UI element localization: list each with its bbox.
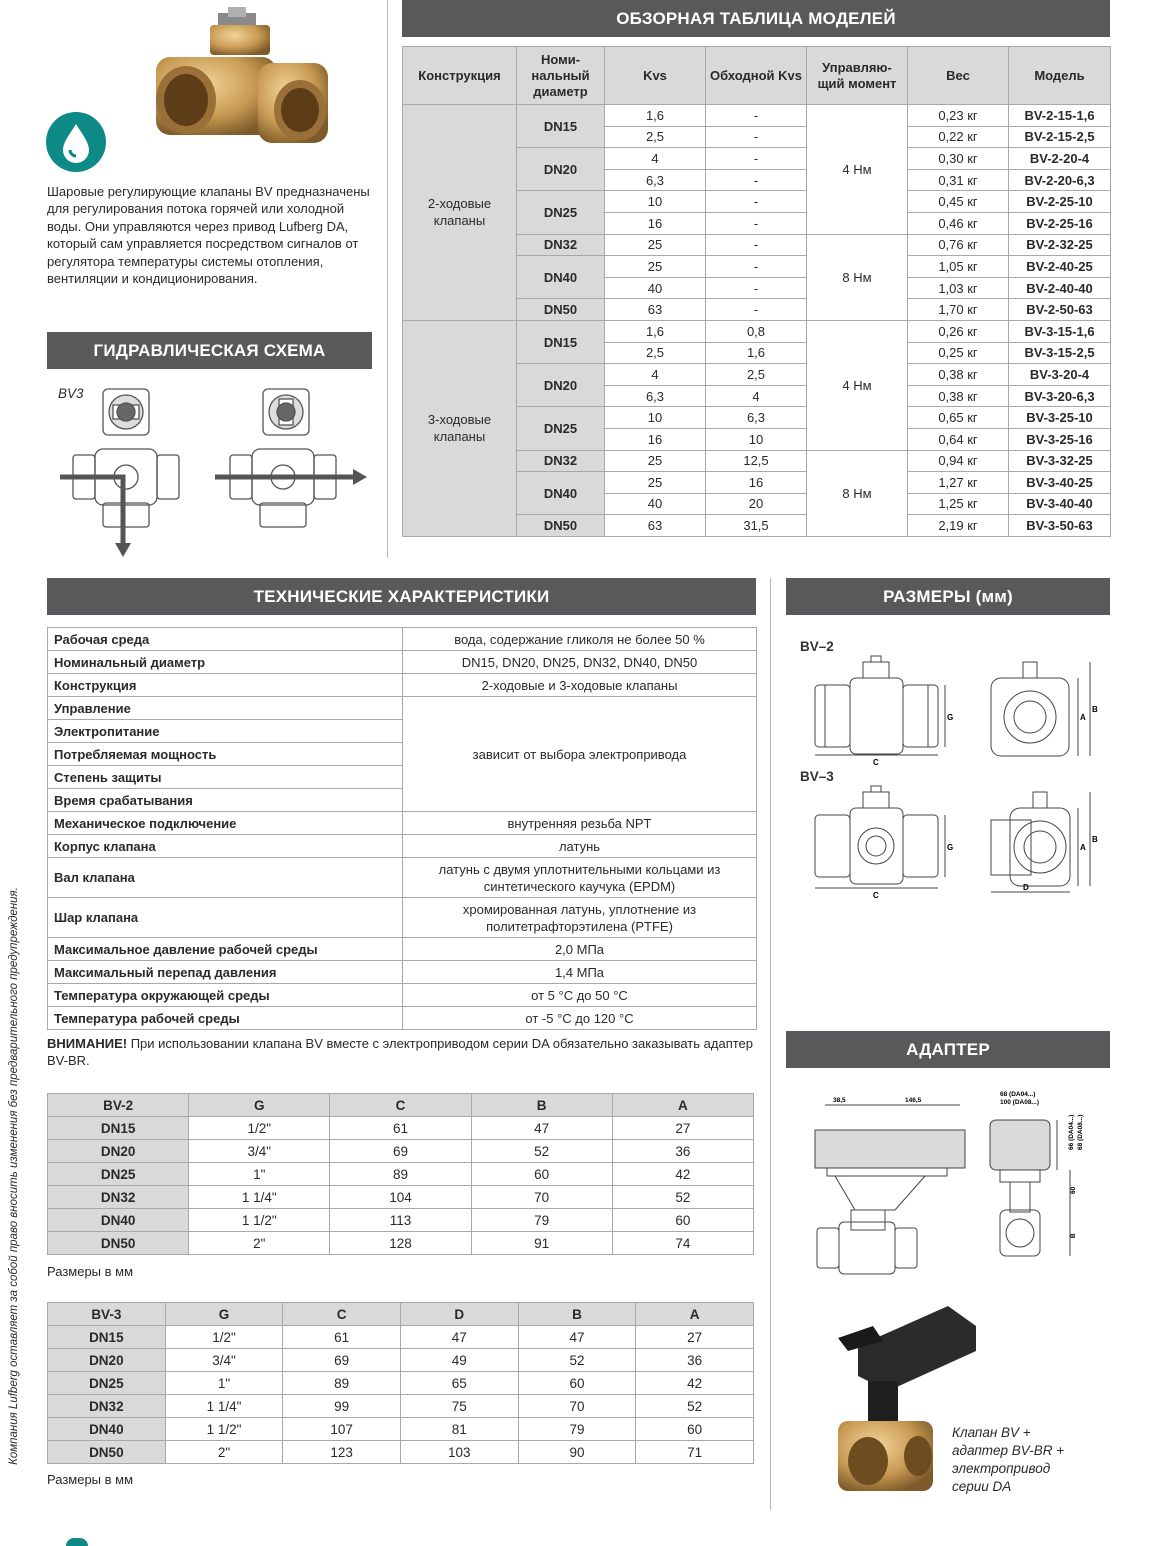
- model-cell: BV-2-15-1,6: [1009, 105, 1111, 127]
- bypass-cell: -: [706, 234, 807, 256]
- tech-row: [48, 674, 757, 697]
- bypass-cell: -: [706, 299, 807, 321]
- construction-cell: 3-ходовые клапаны: [403, 320, 517, 536]
- tech-key: Вал клапана: [48, 858, 403, 898]
- bv3-row: [48, 1441, 754, 1464]
- tech-key: Максимальный перепад давления: [48, 961, 403, 984]
- intro-text: Шаровые регулирующие клапаны BV предназначены для регулирования потока горячей или холодной воды. Они управляются через привод Lufberg DA, который сам управляется посредством сигналов от регулятора температуры системы отопления, вентиляции и кондиционирования.: [47, 184, 370, 287]
- side-disclaimer: Компания Lufberg оставляет за собой право вносить изменения без предварительного предупреждения.: [8, 887, 20, 1465]
- bv2-cell: DN15: [48, 1117, 189, 1140]
- weight-cell: 2,19 кг: [908, 515, 1009, 537]
- model-cell: BV-2-32-25: [1009, 234, 1111, 256]
- bv3-cell: 75: [400, 1395, 518, 1418]
- bv3-cell: 49: [400, 1349, 518, 1372]
- diameter-cell: DN32: [517, 234, 605, 256]
- bv2-cell: 3/4": [189, 1140, 330, 1163]
- tech-key: Электропитание: [48, 720, 403, 743]
- adapter-dim-60: 60: [1070, 1186, 1077, 1194]
- bypass-cell: -: [706, 277, 807, 299]
- kvs-cell: 1,6: [605, 320, 706, 342]
- tech-table: [47, 627, 757, 1030]
- bypass-cell: -: [706, 212, 807, 234]
- bypass-cell: 16: [706, 472, 807, 494]
- model-cell: BV-3-20-4: [1009, 364, 1111, 386]
- tech-value: 1,4 МПа: [403, 961, 757, 984]
- weight-cell: 0,64 кг: [908, 428, 1009, 450]
- bv2-cell: 60: [471, 1163, 612, 1186]
- bv3-label: BV3: [58, 386, 84, 401]
- torque-cell: 8 Нм: [807, 234, 908, 320]
- bypass-cell: 0,8: [706, 320, 807, 342]
- bv2-cell: 74: [612, 1232, 753, 1255]
- kvs-cell: 4: [605, 364, 706, 386]
- model-cell: BV-3-25-16: [1009, 428, 1111, 450]
- bv2-cell: 1": [189, 1163, 330, 1186]
- weight-cell: 0,76 кг: [908, 234, 1009, 256]
- diameter-cell: DN50: [517, 515, 605, 537]
- kvs-cell: 40: [605, 277, 706, 299]
- model-cell: BV-3-40-25: [1009, 472, 1111, 494]
- bv3-cell: DN20: [48, 1349, 166, 1372]
- kvs-cell: 16: [605, 212, 706, 234]
- tech-key: Максимальное давление рабочей среды: [48, 938, 403, 961]
- bv2-row: [48, 1117, 754, 1140]
- bypass-cell: -: [706, 126, 807, 148]
- adapter-dim-66: 66 (DA04...): [1068, 1114, 1075, 1150]
- bv2-cell: DN50: [48, 1232, 189, 1255]
- bv2-cell: 61: [330, 1117, 471, 1140]
- hydraulic-title: ГИДРАВЛИЧЕСКАЯ СХЕМА: [47, 332, 372, 369]
- bv2-cell: DN32: [48, 1186, 189, 1209]
- bv3-row: [48, 1395, 754, 1418]
- model-cell: BV-3-15-2,5: [1009, 342, 1111, 364]
- bv2-table: [47, 1093, 754, 1255]
- model-cell: BV-3-40-40: [1009, 493, 1111, 515]
- model-cell: BV-2-20-4: [1009, 148, 1111, 170]
- bv3-cell: 2": [165, 1441, 283, 1464]
- weight-cell: 0,38 кг: [908, 385, 1009, 407]
- valve-photo: [148, 5, 333, 165]
- hydraulic-diagram: [55, 385, 375, 560]
- kvs-cell: 63: [605, 299, 706, 321]
- tech-value: зависит от выбора электропривода: [403, 697, 757, 812]
- torque-cell: 8 Нм: [807, 450, 908, 536]
- bv3-row: [48, 1349, 754, 1372]
- bv3-cell: 60: [636, 1418, 754, 1441]
- adapter-dim-68b: 68 (DA08...): [1077, 1114, 1084, 1150]
- tech-row: [48, 858, 757, 898]
- tech-key: Время срабатывания: [48, 789, 403, 812]
- tech-key: Номинальный диаметр: [48, 651, 403, 674]
- bv2-header: G: [189, 1094, 330, 1117]
- bv3-cell: 79: [518, 1418, 636, 1441]
- weight-cell: 0,38 кг: [908, 364, 1009, 386]
- bv3-cell: DN32: [48, 1395, 166, 1418]
- caption-line-1: Клапан BV +: [952, 1425, 1031, 1440]
- bv2-cell: 104: [330, 1186, 471, 1209]
- bv2-cell: 1/2": [189, 1117, 330, 1140]
- bv3-cell: 70: [518, 1395, 636, 1418]
- model-cell: BV-2-25-16: [1009, 212, 1111, 234]
- tech-key: Шар клапана: [48, 898, 403, 938]
- bv3-cell: 1": [165, 1372, 283, 1395]
- tech-row: [48, 984, 757, 1007]
- model-cell: BV-3-25-10: [1009, 407, 1111, 429]
- bv2-cell: 42: [612, 1163, 753, 1186]
- bypass-cell: 4: [706, 385, 807, 407]
- tech-value: вода, содержание гликоля не более 50 %: [403, 628, 757, 651]
- diameter-cell: DN25: [517, 407, 605, 450]
- tech-row: [48, 961, 757, 984]
- bv3-table: [47, 1302, 754, 1464]
- tech-value: хромированная латунь, уплотнение из политетрафторэтилена (PTFE): [403, 898, 757, 938]
- bv3-cell: 27: [636, 1326, 754, 1349]
- weight-cell: 0,25 кг: [908, 342, 1009, 364]
- bv2-row: [48, 1140, 754, 1163]
- bv3-cell: 52: [518, 1349, 636, 1372]
- diameter-cell: DN40: [517, 256, 605, 299]
- bv3-header: C: [283, 1303, 401, 1326]
- caption-line-2: адаптер BV-BR +: [952, 1443, 1065, 1458]
- bv3-header: D: [400, 1303, 518, 1326]
- kvs-cell: 4: [605, 148, 706, 170]
- weight-cell: 0,94 кг: [908, 450, 1009, 472]
- model-cell: BV-2-40-40: [1009, 277, 1111, 299]
- dim-d-bv3: D: [1023, 883, 1029, 892]
- weight-cell: 0,23 кг: [908, 105, 1009, 127]
- sizes-title: РАЗМЕРЫ (мм): [786, 578, 1110, 615]
- bv2-cell: 91: [471, 1232, 612, 1255]
- kvs-cell: 10: [605, 407, 706, 429]
- bv2-cell: 70: [471, 1186, 612, 1209]
- th-torque: Управляю-щий момент: [807, 47, 908, 105]
- bypass-cell: 31,5: [706, 515, 807, 537]
- vertical-divider-2: [770, 578, 771, 1510]
- weight-cell: 0,22 кг: [908, 126, 1009, 148]
- bv2-cell: 79: [471, 1209, 612, 1232]
- overview-row: [403, 105, 1111, 127]
- overview-row: [403, 320, 1111, 342]
- caption-line-3: электропривод: [952, 1461, 1051, 1476]
- bv3-cell: 123: [283, 1441, 401, 1464]
- bv2-header: C: [330, 1094, 471, 1117]
- diameter-cell: DN15: [517, 320, 605, 363]
- warning-bold: ВНИМАНИЕ!: [47, 1036, 128, 1051]
- th-kvs: Kvs: [605, 47, 706, 105]
- bv3-cell: 107: [283, 1418, 401, 1441]
- dim-g-bv2: G: [947, 713, 954, 722]
- bv2-note: Размеры в мм: [47, 1264, 134, 1279]
- bv2-cell: 1 1/2": [189, 1209, 330, 1232]
- overview-title: ОБЗОРНАЯ ТАБЛИЦА МОДЕЛЕЙ: [402, 0, 1110, 37]
- kvs-cell: 1,6: [605, 105, 706, 127]
- dim-b-bv3: B: [1092, 835, 1098, 844]
- bv2-header: B: [471, 1094, 612, 1117]
- kvs-cell: 25: [605, 234, 706, 256]
- bypass-cell: -: [706, 105, 807, 127]
- tech-key: Потребляемая мощность: [48, 743, 403, 766]
- kvs-cell: 2,5: [605, 126, 706, 148]
- tech-value: внутренняя резьба NPT: [403, 812, 757, 835]
- bv3-cell: 71: [636, 1441, 754, 1464]
- bv3-cell: 90: [518, 1441, 636, 1464]
- bypass-cell: 2,5: [706, 364, 807, 386]
- tech-value: DN15, DN20, DN25, DN32, DN40, DN50: [403, 651, 757, 674]
- dim-c-bv3: C: [873, 891, 879, 900]
- th-diameter: Номи-нальный диаметр: [517, 47, 605, 105]
- kvs-cell: 40: [605, 493, 706, 515]
- warning-text: При использовании клапана BV вместе с электроприводом серии DA обязательно заказывать адаптер BV-BR.: [47, 1036, 754, 1068]
- kvs-cell: 63: [605, 515, 706, 537]
- bv3-cell: 99: [283, 1395, 401, 1418]
- tech-row: [48, 697, 757, 720]
- kvs-cell: 25: [605, 472, 706, 494]
- diameter-cell: DN40: [517, 472, 605, 515]
- bv3-cell: DN40: [48, 1418, 166, 1441]
- model-cell: BV-2-40-25: [1009, 256, 1111, 278]
- torque-cell: 4 Нм: [807, 320, 908, 450]
- bv3-cell: DN50: [48, 1441, 166, 1464]
- bv3-cell: 3/4": [165, 1349, 283, 1372]
- adapter-title: АДАПТЕР: [786, 1031, 1110, 1068]
- diameter-cell: DN20: [517, 364, 605, 407]
- tech-row: [48, 628, 757, 651]
- bv2-row: [48, 1163, 754, 1186]
- tech-key: Температура окружающей среды: [48, 984, 403, 1007]
- model-cell: BV-2-20-6,3: [1009, 169, 1111, 191]
- bypass-cell: 12,5: [706, 450, 807, 472]
- bypass-cell: -: [706, 148, 807, 170]
- model-cell: BV-2-50-63: [1009, 299, 1111, 321]
- kvs-cell: 25: [605, 256, 706, 278]
- kvs-cell: 25: [605, 450, 706, 472]
- bv3-cell: 36: [636, 1349, 754, 1372]
- bv2-cell: 2": [189, 1232, 330, 1255]
- tech-value: 2-ходовые и 3-ходовые клапаны: [403, 674, 757, 697]
- bv2-cell: DN40: [48, 1209, 189, 1232]
- tech-key: Температура рабочей среды: [48, 1007, 403, 1030]
- bv3-cell: 103: [400, 1441, 518, 1464]
- weight-cell: 1,27 кг: [908, 472, 1009, 494]
- tech-key: Механическое подключение: [48, 812, 403, 835]
- model-cell: BV-3-50-63: [1009, 515, 1111, 537]
- bypass-cell: -: [706, 191, 807, 213]
- bv2-header: BV-2: [48, 1094, 189, 1117]
- torque-cell: 4 Нм: [807, 105, 908, 235]
- model-cell: BV-3-15-1,6: [1009, 320, 1111, 342]
- model-cell: BV-3-32-25: [1009, 450, 1111, 472]
- th-construction: Конструкция: [403, 47, 517, 105]
- bypass-cell: -: [706, 169, 807, 191]
- bv3-header: A: [636, 1303, 754, 1326]
- tech-row: [48, 651, 757, 674]
- tech-value: латунь: [403, 835, 757, 858]
- tech-value: латунь с двумя уплотнительными кольцами из синтетического каучука (EPDM): [403, 858, 757, 898]
- model-cell: BV-3-20-6,3: [1009, 385, 1111, 407]
- dim-a-bv3: A: [1080, 843, 1086, 852]
- bv3-cell: 69: [283, 1349, 401, 1372]
- bv3-cell: 52: [636, 1395, 754, 1418]
- bypass-cell: 6,3: [706, 407, 807, 429]
- adapter-dim-146: 146,5: [905, 1097, 922, 1104]
- weight-cell: 1,05 кг: [908, 256, 1009, 278]
- tech-row: [48, 1007, 757, 1030]
- tech-key: Корпус клапана: [48, 835, 403, 858]
- diameter-cell: DN32: [517, 450, 605, 472]
- model-cell: BV-2-15-2,5: [1009, 126, 1111, 148]
- tech-value: от 5 °С до 50 °С: [403, 984, 757, 1007]
- overview-header-row: [403, 47, 1111, 105]
- adapter-dim-38: 38,5: [833, 1097, 846, 1104]
- bv3-row: [48, 1326, 754, 1349]
- tech-key: Рабочая среда: [48, 628, 403, 651]
- kvs-cell: 6,3: [605, 169, 706, 191]
- kvs-cell: 6,3: [605, 385, 706, 407]
- diameter-cell: DN15: [517, 105, 605, 148]
- adapter-dim-b: B: [1070, 1233, 1077, 1238]
- diameter-cell: DN25: [517, 191, 605, 234]
- bv3-cell: DN15: [48, 1326, 166, 1349]
- bv2-cell: 60: [612, 1209, 753, 1232]
- corner-mark-icon: [66, 1538, 88, 1546]
- bypass-cell: 1,6: [706, 342, 807, 364]
- diameter-cell: DN20: [517, 148, 605, 191]
- bypass-cell: -: [706, 256, 807, 278]
- bv3-header: BV-3: [48, 1303, 166, 1326]
- tech-title: ТЕХНИЧЕСКИЕ ХАРАКТЕРИСТИКИ: [47, 578, 756, 615]
- dim-b-bv2: B: [1092, 705, 1098, 714]
- bv2-header: A: [612, 1094, 753, 1117]
- dim-g-bv3: G: [947, 843, 954, 852]
- bv3-cell: 1/2": [165, 1326, 283, 1349]
- bv2-cell: 113: [330, 1209, 471, 1232]
- bv3-note: Размеры в мм: [47, 1472, 134, 1487]
- tech-value: 2,0 МПа: [403, 938, 757, 961]
- bv3-row: [48, 1418, 754, 1441]
- bv3-cell: 60: [518, 1372, 636, 1395]
- th-model: Модель: [1009, 47, 1111, 105]
- bv3-header: G: [165, 1303, 283, 1326]
- tech-row: [48, 898, 757, 938]
- bv3-cell: 1 1/2": [165, 1418, 283, 1441]
- bv2-cell: 128: [330, 1232, 471, 1255]
- weight-cell: 1,25 кг: [908, 493, 1009, 515]
- bypass-cell: 10: [706, 428, 807, 450]
- weight-cell: 0,31 кг: [908, 169, 1009, 191]
- dim-c-bv2: C: [873, 758, 879, 767]
- bv2-cell: DN20: [48, 1140, 189, 1163]
- bypass-cell: 20: [706, 493, 807, 515]
- caption-line-4: серии DA: [952, 1479, 1012, 1494]
- weight-cell: 0,45 кг: [908, 191, 1009, 213]
- tech-key: Степень защиты: [48, 766, 403, 789]
- tech-value: от -5 °С до 120 °С: [403, 1007, 757, 1030]
- adapter-caption: [952, 1424, 1064, 1496]
- weight-cell: 1,70 кг: [908, 299, 1009, 321]
- bv3-cell: 47: [400, 1326, 518, 1349]
- model-cell: BV-2-25-10: [1009, 191, 1111, 213]
- tech-row: [48, 938, 757, 961]
- diameter-cell: DN50: [517, 299, 605, 321]
- warning-note: [47, 1035, 756, 1069]
- bv2-cell: 69: [330, 1140, 471, 1163]
- bv3-row: [48, 1372, 754, 1395]
- tech-key: Управление: [48, 697, 403, 720]
- bv2-cell: 1 1/4": [189, 1186, 330, 1209]
- tech-key: Конструкция: [48, 674, 403, 697]
- bv2-cell: 89: [330, 1163, 471, 1186]
- bv2-row: [48, 1209, 754, 1232]
- bv2-cell: DN25: [48, 1163, 189, 1186]
- bv2-cell: 27: [612, 1117, 753, 1140]
- bv2-cell: 36: [612, 1140, 753, 1163]
- weight-cell: 0,30 кг: [908, 148, 1009, 170]
- dim-a-bv2: A: [1080, 713, 1086, 722]
- bv3-cell: 42: [636, 1372, 754, 1395]
- bv2-row: [48, 1232, 754, 1255]
- bv3-header: B: [518, 1303, 636, 1326]
- overview-table: [402, 46, 1111, 537]
- vertical-divider: [387, 0, 388, 558]
- bv3-cell: 1 1/4": [165, 1395, 283, 1418]
- weight-cell: 0,65 кг: [908, 407, 1009, 429]
- bv2-cell: 52: [612, 1186, 753, 1209]
- adapter-dim-68: 68 (DA04...): [1000, 1091, 1036, 1098]
- bv2-drawing-label: BV–2: [800, 639, 834, 654]
- weight-cell: 0,46 кг: [908, 212, 1009, 234]
- kvs-cell: 16: [605, 428, 706, 450]
- th-weight: Вес: [908, 47, 1009, 105]
- water-drop-icon: [46, 112, 106, 172]
- adapter-dim-100: 100 (DA08...): [1000, 1099, 1040, 1106]
- dimension-drawings: [795, 650, 1110, 900]
- bv2-cell: 52: [471, 1140, 612, 1163]
- bv2-cell: 47: [471, 1117, 612, 1140]
- bv3-cell: 81: [400, 1418, 518, 1441]
- bv3-cell: 61: [283, 1326, 401, 1349]
- tech-row: [48, 835, 757, 858]
- kvs-cell: 10: [605, 191, 706, 213]
- bv3-cell: 89: [283, 1372, 401, 1395]
- bv3-drawing-label: BV–3: [800, 769, 834, 784]
- bv2-row: [48, 1186, 754, 1209]
- weight-cell: 1,03 кг: [908, 277, 1009, 299]
- bv3-cell: 47: [518, 1326, 636, 1349]
- kvs-cell: 2,5: [605, 342, 706, 364]
- adapter-drawing: [795, 1090, 1110, 1275]
- bv3-cell: DN25: [48, 1372, 166, 1395]
- th-bypass: Обходной Kvs: [706, 47, 807, 105]
- tech-row: [48, 812, 757, 835]
- weight-cell: 0,26 кг: [908, 320, 1009, 342]
- construction-cell: 2-ходовые клапаны: [403, 105, 517, 321]
- bv3-cell: 65: [400, 1372, 518, 1395]
